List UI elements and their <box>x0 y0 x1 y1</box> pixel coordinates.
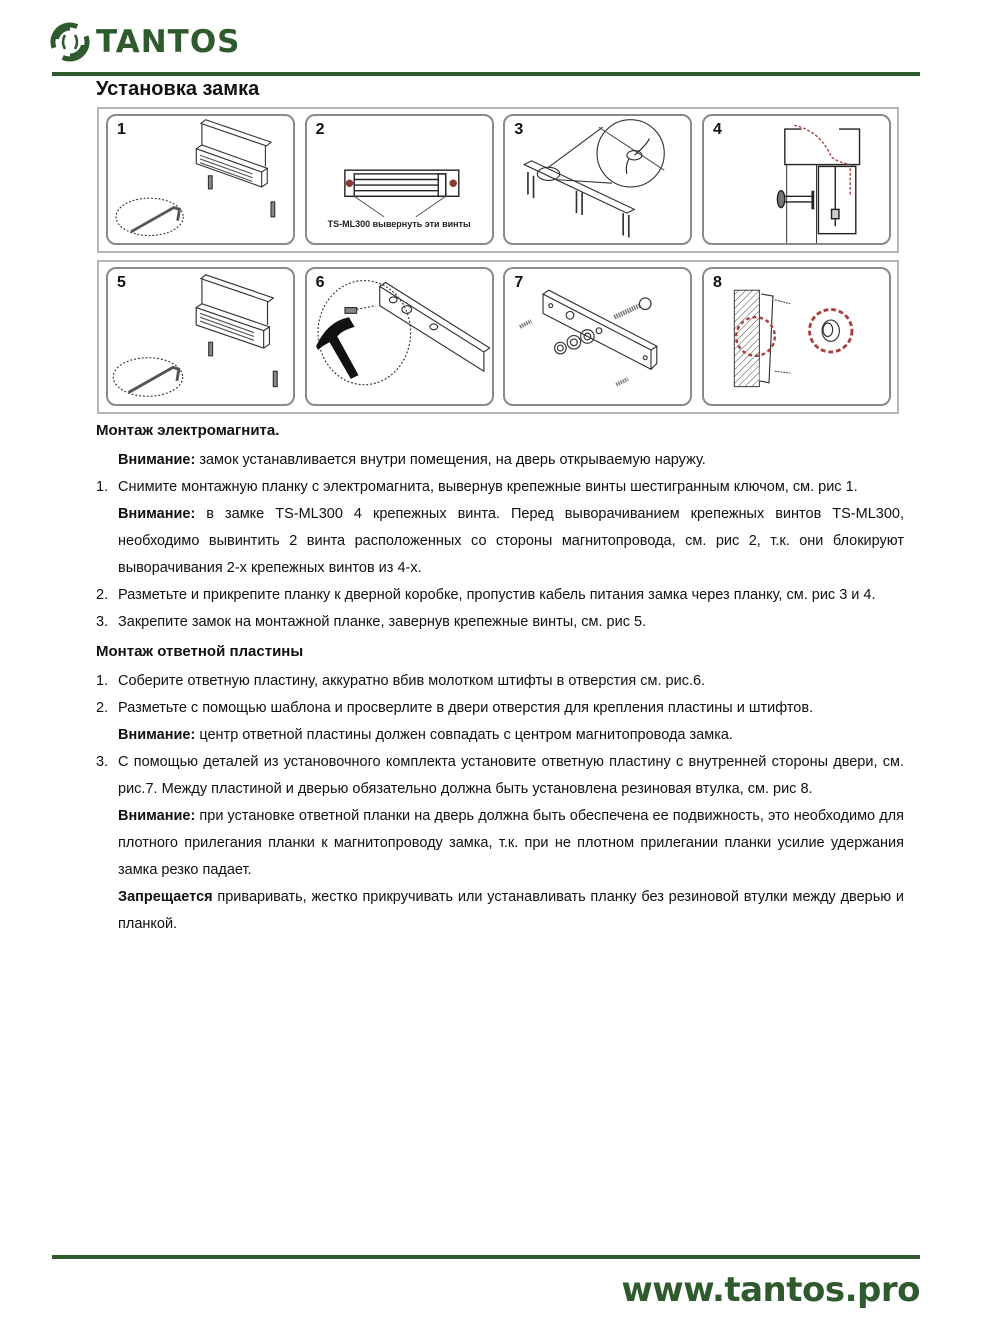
prohibition-text: приваривать, жестко прикручивать или устанавливать планку без резиновой втулки между дверью и планкой. <box>118 889 904 932</box>
figure-8 <box>702 267 891 406</box>
figure-number: 8 <box>712 274 722 291</box>
figure-number: 5 <box>117 274 126 291</box>
list-item <box>96 582 904 609</box>
warning-label: Внимание: <box>118 808 196 824</box>
warning-text: в замке TS-ML300 4 крепежных винта. Перед выворачиванием крепежных винтов TS-ML300, необходимо вывинтить 2 винта расположенных со стороны магнитопровода, см. рис 2, т.к. они блокируют выворачивания 2-х крепежных винтов из 4-х. <box>118 506 904 576</box>
figure-6 <box>305 267 494 406</box>
website-link[interactable]: www.tantos.pro <box>621 1270 920 1310</box>
warning-note <box>96 803 904 884</box>
warning-note <box>96 501 904 582</box>
list-number: 2. <box>96 587 109 603</box>
figure-2 <box>305 114 494 245</box>
list-text: Разметьте и прикрепите планку к дверной коробке, пропустив кабель питания замка через планку, см. рис 3 и 4. <box>118 587 876 603</box>
door-frame-section-illustration <box>704 116 889 243</box>
page-title: Установка замка <box>96 78 260 100</box>
prohibition-label: Запрещается <box>118 889 213 905</box>
section-heading-armature-plate: Монтаж ответной пластины <box>96 643 304 660</box>
figure-7 <box>503 267 692 406</box>
warning-note <box>96 722 904 749</box>
mounting-plate-illustration <box>505 116 690 243</box>
magnet-attach-illustration <box>108 269 293 404</box>
figure-caption: TS-ML300 вывернуть эти винты <box>327 219 471 229</box>
warning-label: Внимание: <box>118 506 196 522</box>
figure-1 <box>106 114 295 245</box>
list-text: Разметьте с помощью шаблона и просверлите в двери отверстия для крепления пластины и штифтов. <box>118 700 814 716</box>
list-number: 3. <box>96 614 109 630</box>
rubber-bushing-illustration <box>704 269 889 404</box>
warning-label: Внимание: <box>118 727 196 743</box>
list-text: Соберите ответную пластину, аккуратно вбив молотком штифты в отверстия см. рис.6. <box>118 673 706 689</box>
warning-text: замок устанавливается внутри помещения, на дверь открываемую наружу. <box>195 452 706 468</box>
list-text: С помощью деталей из установочного комплекта установите ответную пластину с внутренней стороны двери, см. рис.7. Между пластиной и дверью обязательно должна быть установлена резиновая втулка, см. рис 8. <box>118 754 904 797</box>
warning-text: центр ответной пластины должен совпадать с центром магнитопровода замка. <box>195 727 733 743</box>
list-item <box>96 695 904 722</box>
hammer-pins-illustration <box>307 269 492 404</box>
figure-number: 7 <box>514 274 524 291</box>
figure-4 <box>702 114 891 245</box>
figure-number: 3 <box>514 121 524 138</box>
list-text: Снимите монтажную планку с электромагнита, вывернув крепежные винты шестигранным ключом, см. рис 1. <box>118 479 858 495</box>
list-text: Закрепите замок на монтажной планке, завернув крепежные винты, см. рис 5. <box>118 614 647 630</box>
list-number: 2. <box>96 700 109 716</box>
warning-text: при установке ответной планки на дверь должна быть обеспечена ее подвижность, это необходимо для плотного прилегания планки к магнитопроводу замка, т.к. при не плотном прилегании планки усилие удержания замка резко падает. <box>118 808 904 878</box>
warning-note <box>96 447 904 474</box>
list-item <box>96 609 904 636</box>
figure-5 <box>106 267 295 406</box>
list-item <box>96 749 904 803</box>
figure-number: 6 <box>315 274 325 291</box>
figure-row-1 <box>97 107 899 253</box>
figure-number: 4 <box>712 121 722 138</box>
tantos-logo-icon <box>50 22 90 62</box>
prohibition-note <box>96 884 904 938</box>
magnet-mount-illustration <box>108 116 293 243</box>
list-item <box>96 474 904 501</box>
figure-row-2 <box>97 260 899 414</box>
logo-text: TANTOS <box>96 24 241 60</box>
list-number: 1. <box>96 673 109 689</box>
list-number: 1. <box>96 479 109 495</box>
figure-number: 1 <box>117 121 126 138</box>
list-item <box>96 668 904 695</box>
section-heading-electromagnet: Монтаж электромагнита. <box>96 422 280 439</box>
header-divider <box>52 72 920 76</box>
brand-logo <box>50 20 241 64</box>
warning-label: Внимание: <box>118 452 196 468</box>
footer-divider <box>52 1255 920 1259</box>
figure-number: 2 <box>315 121 325 138</box>
armature-plate-illustration <box>505 269 690 404</box>
figure-3 <box>503 114 692 245</box>
instructions-body <box>96 420 904 938</box>
list-number: 3. <box>96 754 109 770</box>
